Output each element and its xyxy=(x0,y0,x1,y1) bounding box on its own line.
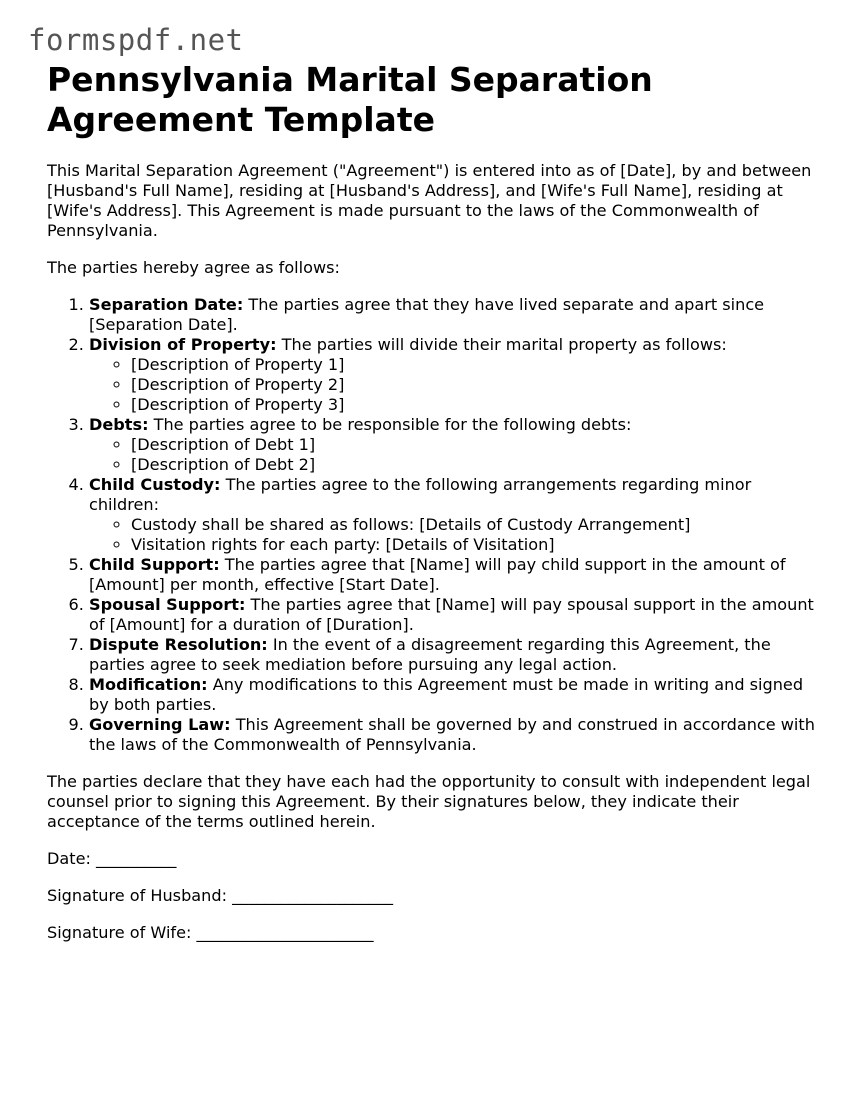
page-title: Pennsylvania Marital Separation Agreement Template xyxy=(47,60,653,139)
term-text: Any modifications to this Agreement must be made in writing and signed by both parties. xyxy=(89,675,804,714)
terms-list xyxy=(47,295,822,755)
sub-item: ◦ [Description of Property 2] xyxy=(131,375,822,395)
term-item xyxy=(89,675,822,715)
term-item xyxy=(89,335,822,415)
term-heading: Division of Property: xyxy=(89,335,277,354)
term-item xyxy=(89,415,822,475)
date-line: Date: __________ xyxy=(47,849,177,868)
term-heading: Child Support: xyxy=(89,555,220,574)
term-heading: Modification: xyxy=(89,675,208,694)
document-page xyxy=(47,60,822,960)
term-text: The parties agree that [Name] will pay spousal support in the amount of [Amount] for a duration of [Duration]. xyxy=(89,595,814,634)
intro-paragraph: This Marital Separation Agreement ("Agreement") is entered into as of [Date], by and between [Husband's Full Name], residing at [Husband's Address], and [Wife's Full Name], residing at [Wife's Address]. This Agreement is made pursuant to the laws of the Commonwealth of Pennsylvania. xyxy=(47,161,812,240)
sub-item: ◦ [Description of Property 1] xyxy=(131,355,822,375)
term-text: The parties agree to be responsible for the following debts: xyxy=(148,415,632,434)
term-item xyxy=(89,715,822,755)
sub-item: ◦ [Description of Property 3] xyxy=(131,395,822,415)
sub-item: ◦ [Description of Debt 1] xyxy=(131,435,822,455)
sub-item: ◦ Custody shall be shared as follows: [Details of Custody Arrangement] xyxy=(131,515,822,535)
term-text: This Agreement shall be governed by and construed in accordance with the laws of the Commonwealth of Pennsylvania. xyxy=(89,715,815,754)
term-heading: Governing Law: xyxy=(89,715,231,734)
term-text: The parties agree that [Name] will pay child support in the amount of [Amount] per month, effective [Start Date]. xyxy=(89,555,786,594)
term-item xyxy=(89,635,822,675)
closing-paragraph: The parties declare that they have each had the opportunity to consult with independent legal counsel prior to signing this Agreement. By their signatures below, they indicate their acceptance of the terms outlined herein. xyxy=(47,772,811,831)
term-item xyxy=(89,475,822,555)
term-text: In the event of a disagreement regarding this Agreement, the parties agree to seek mediation before pursuing any legal action. xyxy=(89,635,771,674)
wife-signature-line: Signature of Wife: ______________________ xyxy=(47,923,374,942)
sub-list xyxy=(89,515,822,555)
sub-item: ◦ Visitation rights for each party: [Details of Visitation] xyxy=(131,535,822,555)
terms-lead: The parties hereby agree as follows: xyxy=(47,258,340,277)
term-text: The parties agree to the following arrangements regarding minor children: xyxy=(89,475,752,514)
term-heading: Separation Date: xyxy=(89,295,244,314)
sub-list xyxy=(89,435,822,475)
term-heading: Debts: xyxy=(89,415,149,434)
sub-list xyxy=(89,355,822,415)
term-text: The parties will divide their marital property as follows: xyxy=(276,335,727,354)
term-text: The parties agree that they have lived separate and apart since [Separation Date]. xyxy=(89,295,765,334)
term-heading: Child Custody: xyxy=(89,475,221,494)
watermark: formspdf.net xyxy=(28,23,244,57)
term-item xyxy=(89,595,822,635)
term-item xyxy=(89,295,822,335)
term-heading: Spousal Support: xyxy=(89,595,246,614)
term-item xyxy=(89,555,822,595)
sub-item: ◦ [Description of Debt 2] xyxy=(131,455,822,475)
term-heading: Dispute Resolution: xyxy=(89,635,268,654)
husband-signature-line: Signature of Husband: ____________________ xyxy=(47,886,394,905)
